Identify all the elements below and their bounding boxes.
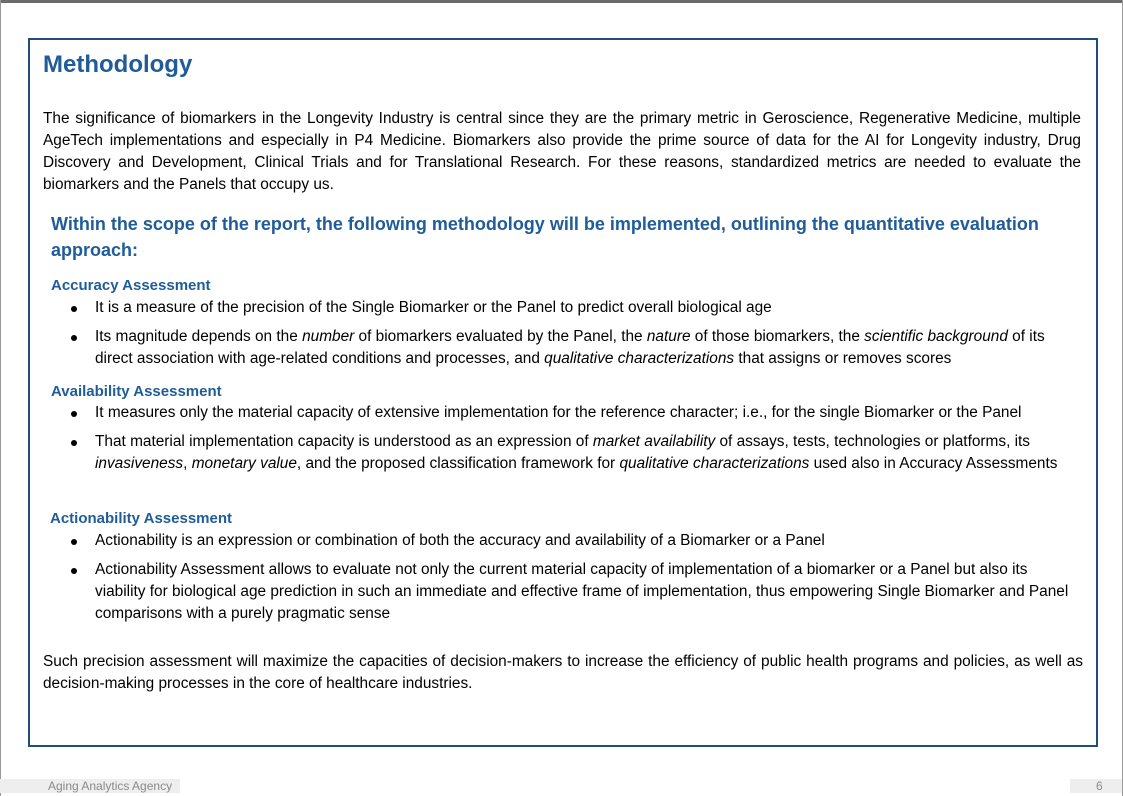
bullet-text: Its magnitude depends on the [95, 328, 303, 345]
bullet-item [51, 297, 1073, 319]
emphasis-text: monetary value [191, 455, 297, 472]
bullet-text: It is a measure of the precision of the Single Biomarker or the Panel to predict overall biological age [95, 299, 772, 316]
accuracy-bullets [51, 297, 1073, 377]
page-number: 6 [1096, 779, 1103, 793]
bullet-dot-icon [71, 568, 77, 574]
bullet-item [51, 431, 1073, 475]
footer-brand: Aging Analytics Agency [48, 779, 173, 793]
actionability-bullets [51, 530, 1073, 632]
bullet-text: , [183, 455, 192, 472]
scope-heading: Within the scope of the report, the following methodology will be implemented, outlining the quantitative evaluation approach: [51, 214, 1039, 260]
bullet-text: that assigns or removes scores [734, 350, 952, 367]
top-rule [0, 0, 1123, 3]
accuracy-assessment-heading: Accuracy Assessment [51, 277, 211, 294]
bullet-dot-icon [71, 335, 77, 341]
bullet-item [51, 402, 1073, 424]
emphasis-text: number [302, 328, 355, 345]
bullet-text: Actionability is an expression or combination of both the accuracy and availability of a Biomarker or a Panel [95, 532, 825, 549]
bullet-text: , and the proposed classification framework for [296, 455, 620, 472]
emphasis-text: scientific background [864, 328, 1008, 345]
bullet-text: of those biomarkers, the [690, 328, 865, 345]
availability-bullets [51, 402, 1073, 482]
page-title: Methodology [43, 51, 193, 78]
page-edge-left [0, 0, 1, 796]
bullet-item [51, 530, 1073, 552]
bullet-dot-icon [71, 440, 77, 446]
bullet-text: Actionability Assessment allows to evaluate not only the current material capacity of implementation of a biomarker or a Panel but also its viability for biological age prediction in such an immediate and effective frame of implementation, thus empowering Single Biomarker and Panel comparisons with a purely pragmatic sense [95, 561, 1069, 622]
actionability-assessment-heading: Actionability Assessment [50, 510, 232, 527]
bullet-text: It measures only the material capacity of extensive implementation for the reference character; i.e., for the single Biomarker or the Panel [95, 404, 1022, 421]
emphasis-text: qualitative characterizations [544, 350, 735, 367]
emphasis-text: market availability [592, 433, 716, 450]
bullet-item [51, 559, 1073, 625]
emphasis-text: nature [646, 328, 691, 345]
bullet-text: of biomarkers evaluated by the Panel, the [354, 328, 647, 345]
availability-assessment-heading: Availability Assessment [51, 383, 222, 400]
bullet-dot-icon [71, 411, 77, 417]
bullet-dot-icon [71, 539, 77, 545]
closing-paragraph: Such precision assessment will maximize the capacities of decision-makers to increase the efficiency of public health programs and policies, as well as decision-making processes in the core of healthcare industries. [43, 653, 1083, 692]
bullet-item [51, 326, 1073, 370]
emphasis-text: invasiveness [95, 455, 184, 472]
bullet-text: That material implementation capacity is understood as an expression of [95, 433, 593, 450]
emphasis-text: qualitative characterizations [619, 455, 810, 472]
bullet-text: of its direct association with age-related conditions and processes, and [95, 328, 1045, 367]
bullet-text: of assays, tests, technologies or platforms, its [715, 433, 1031, 450]
bullet-text: used also in Accuracy Assessments [809, 455, 1058, 472]
bullet-dot-icon [71, 306, 77, 312]
intro-paragraph: The significance of biomarkers in the Longevity Industry is central since they are the primary metric in Geroscience, Regenerative Medicine, multiple AgeTech implementations and especially in P4 Medicine. Biomarkers also provide the prime source of data for the AI for Longevity industry, Drug Discovery and Development, Clinical Trials and for Translational Research. For these reasons, standardized metrics are needed to evaluate the biomarkers and the Panels that occupy us. [43, 110, 1081, 193]
